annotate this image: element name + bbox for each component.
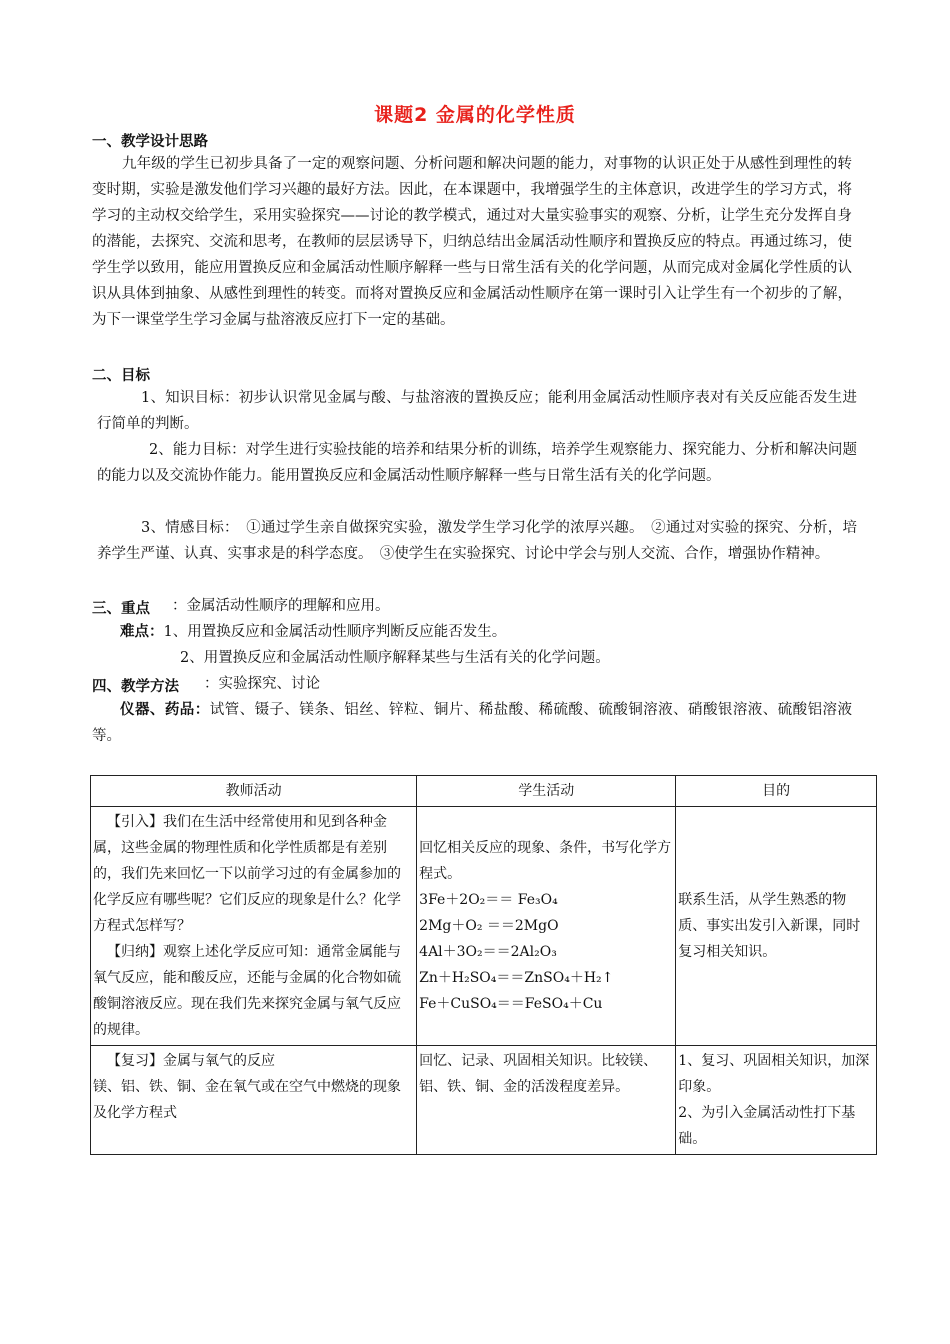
review-tag: 【复习】 bbox=[107, 1053, 163, 1069]
page-title: 课题2 金属的化学性质 bbox=[374, 104, 576, 126]
purpose-cell bbox=[676, 807, 877, 1046]
review-text: 金属与氧气的反应 bbox=[163, 1053, 275, 1069]
lesson-table bbox=[90, 775, 877, 1155]
equation-2: 2Mg＋O₂ ＝＝2MgO bbox=[419, 918, 559, 934]
table-row bbox=[91, 1046, 877, 1155]
equipment-text: 试管、镊子、镁条、铝丝、锌粒、铜片、稀盐酸、稀硫酸、硫酸铜溶液、硝酸银溶液、硫酸铝溶液等。 bbox=[92, 702, 852, 744]
table-row bbox=[91, 807, 877, 1046]
difficulty-1: 1、用置换反应和金属活动性顺序判断反应能否发生。 bbox=[163, 624, 507, 640]
equipment-paragraph bbox=[92, 697, 852, 749]
equation-3: 4Al＋3O₂＝＝2Al₂O₃ bbox=[419, 944, 557, 960]
summary-text: 观察上述化学反应可知：通常金属能与氧气反应，能和酸反应，还能与金属的化合物如硫酸铜溶液反应。现在我们先来探究金属与氧气反应的规律。 bbox=[93, 944, 401, 1038]
header-student: 学生活动 bbox=[417, 776, 676, 807]
header-teacher: 教师活动 bbox=[91, 776, 417, 807]
table-header-row bbox=[91, 776, 877, 807]
purpose-1: 1、复习、巩固相关知识，加深印象。 bbox=[678, 1053, 870, 1095]
equipment-label: 仪器、药品： bbox=[120, 702, 210, 718]
teacher-cell bbox=[91, 1046, 417, 1155]
section-2-heading: 二、目标 bbox=[92, 368, 150, 384]
student-cell bbox=[417, 1046, 676, 1155]
student-text: 回忆相关反应的现象、条件，书写化学方程式。 bbox=[419, 840, 672, 882]
teacher-intro bbox=[93, 809, 414, 939]
section-4-text: ：实验探究、讨论 bbox=[204, 676, 320, 692]
student-text: 回忆、记录、巩固相关知识。比较镁、铝、铁、铜、金的活泼程度差异。 bbox=[419, 1053, 658, 1095]
intro-tag: 【引入】 bbox=[107, 814, 163, 830]
review-detail: 镁、铝、铁、铜、金在氧气或在空气中燃烧的现象及化学方程式 bbox=[93, 1079, 401, 1121]
equation-4: Zn＋H₂SO₄＝＝ZnSO₄＋H₂↑ bbox=[419, 970, 614, 986]
section-1-heading: 一、教学设计思路 bbox=[92, 134, 208, 150]
header-purpose: 目的 bbox=[676, 776, 877, 807]
equation-1: 3Fe＋2O₂＝＝ Fe₃O₄ bbox=[419, 892, 558, 908]
teacher-cell bbox=[91, 807, 417, 1046]
section-1-text: 九年级的学生已初步具备了一定的观察问题、分析问题和解决问题的能力，对事物的认识正处于从感性到理性的转变时期，实验是激发他们学习兴趣的最好方法。因此，在本课题中，我增强学生的主体意识，改进学生的学习方式，将学习的主动权交给学生，采用实验探究——讨论的教学模式，通过对大量实验事实的观察、分析，让学生充分发挥自身的潜能，去探究、交流和思考，在教师的层层诱导下，归纳总结出金属活动性顺序和置换反应的特点。再通过练习，使学生学以致用，能应用置换反应和金属活动性顺序解释一些与日常生活有关的化学问题，从而完成对金属化学性质的认识从具体到抽象、从感性到理性的转变。而将对置换反应和金属活动性顺序在第一课时引入让学生有一个初步的了解，为下一课堂学生学习金属与盐溶液反应打下一定的基础。 bbox=[92, 156, 852, 328]
goal-emotion: 3、情感目标： ①通过学生亲自做探究实验，激发学生学习化学的浓厚兴趣。 ②通过对实验的探究、分析，培养学生严谨、认真、实事求是的科学态度。 ③使学生在实验探究、讨论中学会与别人交流、合作，增强协作精神。 bbox=[97, 520, 857, 562]
purpose-cell bbox=[676, 1046, 877, 1155]
difficulty-2: 2、用置换反应和金属活动性顺序解释某些与生活有关的化学问题。 bbox=[180, 650, 610, 666]
section-3-heading: 三、重点 bbox=[92, 601, 150, 617]
goal-knowledge: 1、知识目标：初步认识常见金属与酸、与盐溶液的置换反应；能利用金属活动性顺序表对有关反应能否发生进行简单的判断。 bbox=[97, 390, 857, 432]
equation-5: Fe＋CuSO₄＝＝FeSO₄＋Cu bbox=[419, 996, 603, 1012]
difficulty-label: 难点： bbox=[120, 624, 164, 640]
review-line bbox=[93, 1048, 414, 1074]
purpose-text: 联系生活，从学生熟悉的物质、事实出发引入新课，同时复习相关知识。 bbox=[678, 892, 861, 960]
section-3-text: ：金属活动性顺序的理解和应用。 bbox=[172, 598, 390, 614]
intro-text: 我们在生活中经常使用和见到各种金属，这些金属的物理性质和化学性质都是有差别的，我们先来回忆一下以前学习过的有金属参加的化学反应有哪些呢？它们反应的现象是什么？化学方程式怎样写？ bbox=[93, 814, 401, 934]
purpose-2: 2、为引入金属活动性打下基础。 bbox=[678, 1105, 856, 1147]
section-4-heading: 四、教学方法 bbox=[92, 679, 179, 695]
goal-ability: 2、能力目标：对学生进行实验技能的培养和结果分析的训练，培养学生观察能力、探究能力、分析和解决问题的能力以及交流协作能力。能用置换反应和金属活动性顺序解释一些与日常生活有关的化学问题。 bbox=[97, 442, 857, 484]
summary-tag: 【归纳】 bbox=[107, 944, 163, 960]
student-cell bbox=[417, 807, 676, 1046]
teacher-summary bbox=[93, 939, 414, 1043]
